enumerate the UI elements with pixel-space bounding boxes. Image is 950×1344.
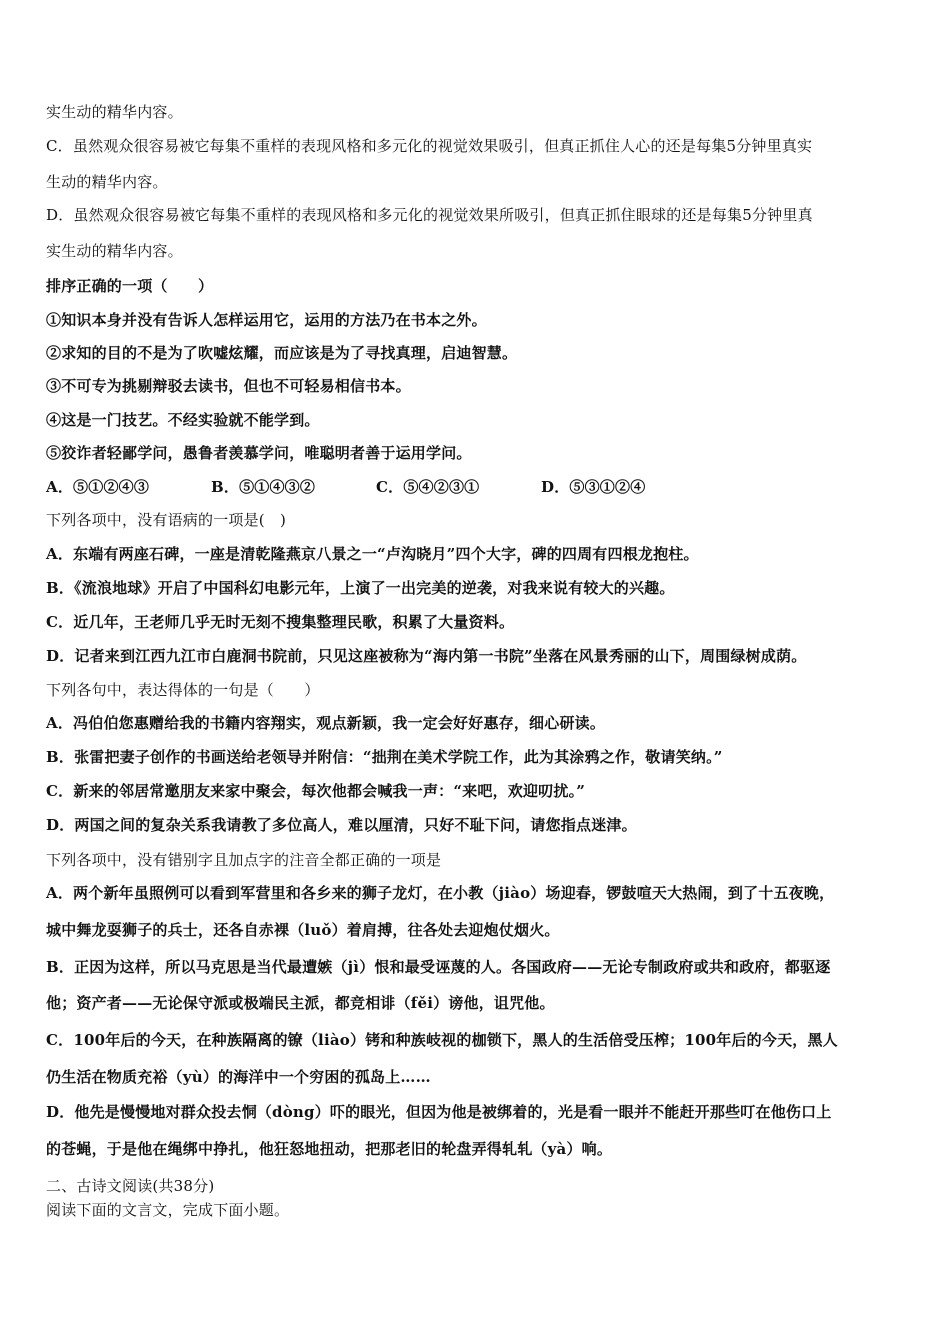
answer-option-b: B．⑤①④③② (211, 478, 316, 496)
section-heading: 二、古诗文阅读(共38分) (46, 1177, 215, 1195)
text-line: 仍生活在物质充裕（yù）的海洋中一个穷困的孤岛上…… (46, 1068, 431, 1086)
statement-4: ④这是一门技艺。不经实验就不能学到。 (46, 411, 320, 429)
text-line: 实生动的精华内容。 (46, 242, 183, 260)
option-a-text: A．东端有两座石碑，一座是清乾隆燕京八景之一“卢沟晓月”四个大字，碑的四周有四根龙抱柱。 (46, 545, 699, 563)
question-prompt: 排序正确的一项（ ） (46, 277, 214, 295)
section-instruction: 阅读下面的文言文，完成下面小题。 (46, 1201, 290, 1219)
answer-option-d: D．⑤③①②④ (541, 478, 646, 496)
option-c-text: C．近几年，王老师几乎无时无刻不搜集整理民歌，积累了大量资料。 (46, 613, 515, 631)
option-d-text: D．两国之间的复杂关系我请教了多位高人，难以厘清，只好不耻下问，请您指点迷津。 (46, 816, 637, 834)
option-c-text: C．虽然观众很容易被它每集不重样的表现风格和多元化的视觉效果吸引，但真正抓住人心的还是每集5分钟里真实 (46, 137, 813, 155)
option-a-text: A．两个新年虽照例可以看到军营里和各乡来的狮子龙灯，在小教（jiào）场迎春，锣鼓喧天大热闹，到了十五夜晚， (46, 884, 835, 902)
option-d-text: D．虽然观众很容易被它每集不重样的表现风格和多元化的视觉效果所吸引，但真正抓住眼球的还是每集5分钟里真 (46, 206, 813, 224)
option-d-text: D．他先是慢慢地对群众投去恫（dòng）吓的眼光，但因为他是被绑着的，光是看一眼并不能赶开那些叮在他伤口上 (46, 1103, 832, 1121)
answer-option-c: C．⑤④②③① (376, 478, 480, 496)
question-prompt: 下列各项中，没有错别字且加点字的注音全都正确的一项是 (46, 851, 442, 869)
question-prompt: 下列各项中，没有语病的一项是( ) (46, 511, 287, 529)
option-c-text: C．100年后的今天，在种族隔离的镣（liào）铐和种族岐视的枷锁下，黑人的生活倍受压榨；100年后的今天，黑人 (46, 1031, 838, 1049)
text-line: 的苍蝇，于是他在绳绑中挣扎，他狂怒地扭动，把那老旧的轮盘弄得轧轧（yà）响。 (46, 1140, 613, 1158)
option-d-text: D．记者来到江西九江市白鹿洞书院前，只见这座被称为“海内第一书院”坐落在风景秀丽的山下，周围绿树成荫。 (46, 647, 807, 665)
question-prompt: 下列各句中，表达得体的一句是（ ） (46, 681, 320, 699)
statement-5: ⑤狡诈者轻鄙学问，愚鲁者羡慕学问，唯聪明者善于运用学问。 (46, 444, 472, 462)
text-line: 城中舞龙耍狮子的兵士，还各自赤裸（luǒ）着肩搏，往各处去迎炮仗烟火。 (46, 921, 560, 939)
answer-option-a: A．⑤①②④③ (46, 478, 150, 496)
option-c-text: C．新来的邻居常邀朋友来家中聚会，每次他都会喊我一声：“来吧，欢迎叨扰。” (46, 782, 586, 800)
text-line: 生动的精华内容。 (46, 173, 168, 191)
statement-1: ①知识本身并没有告诉人怎样运用它，运用的方法乃在书本之外。 (46, 311, 487, 329)
text-line: 实生动的精华内容。 (46, 103, 183, 121)
statement-3: ③不可专为挑剔辩驳去读书，但也不可轻易相信书本。 (46, 377, 411, 395)
option-b-text: B．张雷把妻子创作的书画送给老领导并附信：“拙荆在美术学院工作，此为其涂鸦之作，敬请笑纳。” (46, 748, 723, 766)
option-b-text: B．正因为这样，所以马克思是当代最遭嫉（jì）恨和最受诬蔑的人。各国政府——无论专制政府或共和政府，都驱逐 (46, 958, 831, 976)
option-a-text: A．冯伯伯您惠赠给我的书籍内容翔实，观点新颖，我一定会好好惠存，细心研读。 (46, 714, 606, 732)
statement-2: ②求知的目的不是为了吹嘘炫耀，而应该是为了寻找真理，启迪智慧。 (46, 344, 518, 362)
option-b-text: B．《流浪地球》开启了中国科幻电影元年，上演了一出完美的逆袭，对我来说有较大的兴趣。 (46, 579, 675, 597)
answer-options-row (46, 477, 645, 497)
text-line: 他；资产者——无论保守派或极端民主派，都竞相诽（fěi）谤他，诅咒他。 (46, 994, 555, 1012)
